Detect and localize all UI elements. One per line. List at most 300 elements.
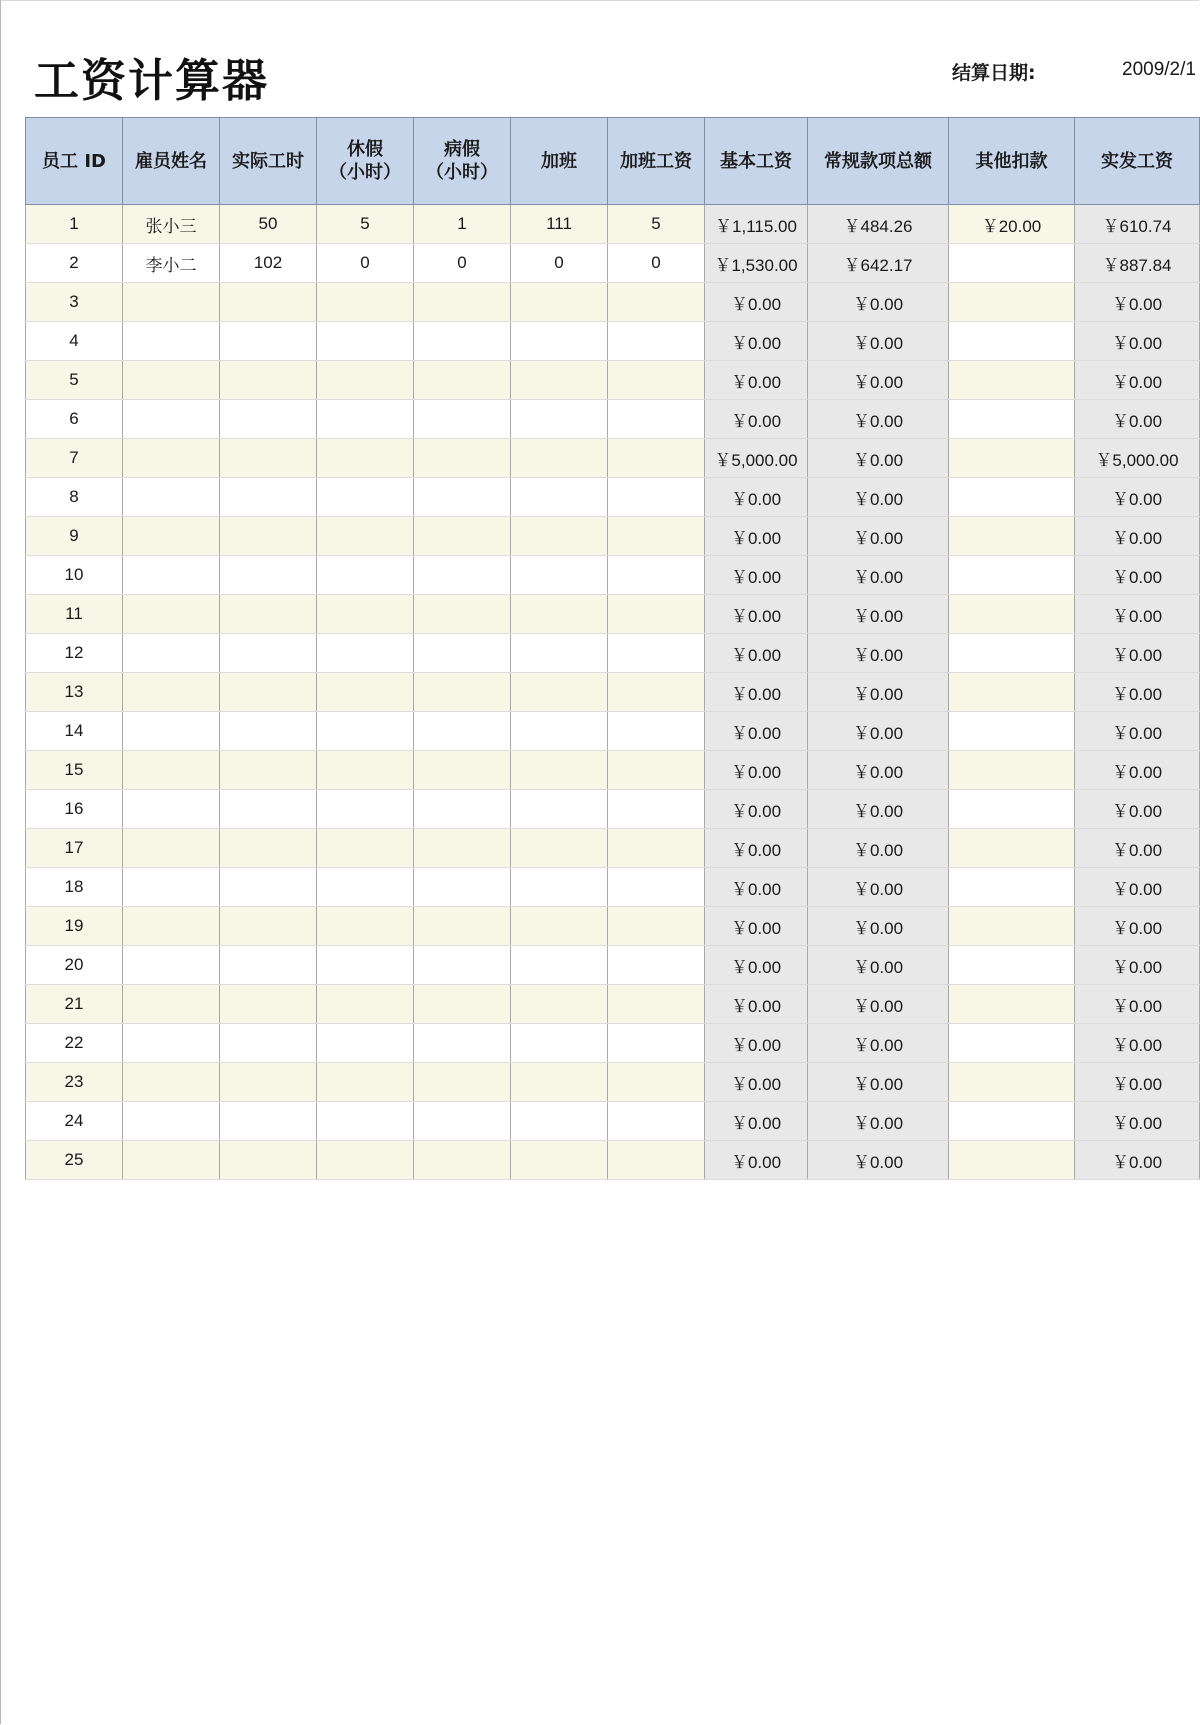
cell-base-pay[interactable]: ￥0.00: [705, 1063, 808, 1102]
cell-sick-hours[interactable]: [414, 439, 511, 478]
cell-vacation-hours[interactable]: [317, 400, 414, 439]
cell-vacation-hours[interactable]: 0: [317, 244, 414, 283]
cell-overtime-pay[interactable]: [608, 946, 705, 985]
cell-sick-hours[interactable]: [414, 1102, 511, 1141]
cell-actual-hours[interactable]: [220, 985, 317, 1024]
cell-base-pay[interactable]: ￥1,530.00: [705, 244, 808, 283]
cell-vacation-hours[interactable]: [317, 868, 414, 907]
cell-other-deductions[interactable]: [949, 634, 1075, 673]
cell-actual-hours[interactable]: [220, 1141, 317, 1180]
col-header-employee-name[interactable]: 雇员姓名: [123, 118, 220, 205]
cell-regular-total[interactable]: ￥0.00: [808, 868, 949, 907]
cell-base-pay[interactable]: ￥0.00: [705, 478, 808, 517]
cell-sick-hours[interactable]: [414, 751, 511, 790]
table-row: [26, 361, 1200, 400]
cell-sick-hours[interactable]: [414, 361, 511, 400]
cell-overtime-pay[interactable]: [608, 673, 705, 712]
cell-net-pay[interactable]: ￥0.00: [1075, 712, 1200, 751]
cell-vacation-hours[interactable]: [317, 361, 414, 400]
cell-regular-total[interactable]: ￥0.00: [808, 1063, 949, 1102]
cell-actual-hours[interactable]: 102: [220, 244, 317, 283]
col-header-regular-total[interactable]: 常规款项总额: [808, 118, 949, 205]
cell-employee-id[interactable]: 18: [26, 868, 123, 907]
cell-sick-hours[interactable]: [414, 868, 511, 907]
cell-overtime-pay[interactable]: 0: [608, 244, 705, 283]
cell-actual-hours[interactable]: [220, 907, 317, 946]
cell-employee-name[interactable]: [123, 478, 220, 517]
cell-other-deductions[interactable]: [949, 595, 1075, 634]
cell-net-pay[interactable]: ￥610.74: [1075, 205, 1200, 244]
cell-employee-name[interactable]: [123, 361, 220, 400]
table-row: [26, 790, 1200, 829]
cell-actual-hours[interactable]: [220, 1102, 317, 1141]
cell-overtime-pay[interactable]: [608, 283, 705, 322]
cell-base-pay[interactable]: ￥0.00: [705, 946, 808, 985]
col-header-net-pay[interactable]: 实发工资: [1075, 118, 1200, 205]
cell-vacation-hours[interactable]: 5: [317, 205, 414, 244]
cell-overtime[interactable]: [511, 322, 608, 361]
cell-employee-name[interactable]: [123, 1141, 220, 1180]
cell-net-pay[interactable]: ￥0.00: [1075, 790, 1200, 829]
cell-regular-total[interactable]: ￥0.00: [808, 751, 949, 790]
cell-base-pay[interactable]: ￥0.00: [705, 595, 808, 634]
cell-employee-id[interactable]: 10: [26, 556, 123, 595]
cell-employee-name[interactable]: [123, 1063, 220, 1102]
cell-sick-hours[interactable]: [414, 1063, 511, 1102]
col-header-overtime[interactable]: 加班: [511, 118, 608, 205]
cell-overtime[interactable]: [511, 673, 608, 712]
cell-employee-name[interactable]: [123, 946, 220, 985]
cell-actual-hours[interactable]: [220, 283, 317, 322]
cell-base-pay[interactable]: ￥5,000.00: [705, 439, 808, 478]
cell-employee-id[interactable]: 2: [26, 244, 123, 283]
cell-employee-name[interactable]: [123, 400, 220, 439]
cell-vacation-hours[interactable]: [317, 634, 414, 673]
cell-overtime[interactable]: [511, 829, 608, 868]
table-row: [26, 829, 1200, 868]
cell-employee-id[interactable]: 5: [26, 361, 123, 400]
cell-overtime-pay[interactable]: [608, 829, 705, 868]
cell-other-deductions[interactable]: [949, 673, 1075, 712]
cell-vacation-hours[interactable]: [317, 712, 414, 751]
cell-net-pay[interactable]: ￥887.84: [1075, 244, 1200, 283]
cell-regular-total[interactable]: ￥0.00: [808, 1141, 949, 1180]
cell-overtime-pay[interactable]: [608, 439, 705, 478]
cell-other-deductions[interactable]: [949, 517, 1075, 556]
cell-base-pay[interactable]: ￥0.00: [705, 283, 808, 322]
cell-other-deductions[interactable]: [949, 322, 1075, 361]
cell-sick-hours[interactable]: [414, 478, 511, 517]
cell-employee-name[interactable]: [123, 1102, 220, 1141]
cell-sick-hours[interactable]: [414, 985, 511, 1024]
cell-actual-hours[interactable]: [220, 400, 317, 439]
cell-other-deductions[interactable]: [949, 712, 1075, 751]
cell-employee-id[interactable]: 4: [26, 322, 123, 361]
cell-other-deductions[interactable]: [949, 556, 1075, 595]
cell-vacation-hours[interactable]: [317, 907, 414, 946]
cell-base-pay[interactable]: ￥0.00: [705, 985, 808, 1024]
cell-overtime-pay[interactable]: [608, 361, 705, 400]
table-row: [26, 712, 1200, 751]
cell-regular-total[interactable]: ￥0.00: [808, 322, 949, 361]
cell-vacation-hours[interactable]: [317, 751, 414, 790]
cell-other-deductions[interactable]: [949, 790, 1075, 829]
cell-overtime[interactable]: [511, 751, 608, 790]
cell-vacation-hours[interactable]: [317, 1141, 414, 1180]
cell-actual-hours[interactable]: [220, 517, 317, 556]
cell-net-pay[interactable]: ￥0.00: [1075, 946, 1200, 985]
cell-vacation-hours[interactable]: [317, 1102, 414, 1141]
cell-employee-id[interactable]: 3: [26, 283, 123, 322]
cell-actual-hours[interactable]: [220, 673, 317, 712]
cell-base-pay[interactable]: ￥0.00: [705, 1024, 808, 1063]
cell-actual-hours[interactable]: [220, 712, 317, 751]
cell-net-pay[interactable]: ￥0.00: [1075, 829, 1200, 868]
cell-net-pay[interactable]: ￥0.00: [1075, 400, 1200, 439]
cell-overtime[interactable]: [511, 1063, 608, 1102]
cell-regular-total[interactable]: ￥0.00: [808, 400, 949, 439]
cell-regular-total[interactable]: ￥0.00: [808, 439, 949, 478]
cell-employee-id[interactable]: 9: [26, 517, 123, 556]
cell-overtime[interactable]: [511, 1102, 608, 1141]
cell-base-pay[interactable]: ￥0.00: [705, 790, 808, 829]
cell-overtime-pay[interactable]: [608, 1063, 705, 1102]
cell-overtime[interactable]: 0: [511, 244, 608, 283]
cell-employee-name[interactable]: [123, 673, 220, 712]
cell-other-deductions[interactable]: [949, 1102, 1075, 1141]
cell-overtime-pay[interactable]: [608, 634, 705, 673]
cell-base-pay[interactable]: ￥0.00: [705, 322, 808, 361]
cell-overtime[interactable]: [511, 946, 608, 985]
cell-net-pay[interactable]: ￥0.00: [1075, 595, 1200, 634]
cell-regular-total[interactable]: ￥0.00: [808, 712, 949, 751]
cell-employee-name[interactable]: [123, 322, 220, 361]
cell-actual-hours[interactable]: [220, 634, 317, 673]
cell-overtime[interactable]: [511, 868, 608, 907]
cell-vacation-hours[interactable]: [317, 1024, 414, 1063]
cell-actual-hours[interactable]: [220, 478, 317, 517]
cell-sick-hours[interactable]: 0: [414, 244, 511, 283]
cell-vacation-hours[interactable]: [317, 790, 414, 829]
cell-regular-total[interactable]: ￥0.00: [808, 1024, 949, 1063]
cell-employee-id[interactable]: 7: [26, 439, 123, 478]
cell-regular-total[interactable]: ￥0.00: [808, 517, 949, 556]
cell-vacation-hours[interactable]: [317, 322, 414, 361]
cell-overtime[interactable]: [511, 478, 608, 517]
cell-employee-name[interactable]: [123, 595, 220, 634]
cell-actual-hours[interactable]: [220, 946, 317, 985]
cell-net-pay[interactable]: ￥0.00: [1075, 907, 1200, 946]
cell-sick-hours[interactable]: [414, 322, 511, 361]
cell-employee-id[interactable]: 16: [26, 790, 123, 829]
cell-employee-name[interactable]: [123, 634, 220, 673]
cell-overtime-pay[interactable]: [608, 790, 705, 829]
cell-sick-hours[interactable]: 1: [414, 205, 511, 244]
cell-overtime-pay[interactable]: [608, 868, 705, 907]
cell-actual-hours[interactable]: [220, 556, 317, 595]
cell-other-deductions[interactable]: [949, 478, 1075, 517]
cell-employee-name[interactable]: 李小二: [123, 244, 220, 283]
cell-actual-hours[interactable]: [220, 790, 317, 829]
cell-other-deductions[interactable]: [949, 400, 1075, 439]
cell-overtime-pay[interactable]: [608, 751, 705, 790]
cell-sick-hours[interactable]: [414, 1024, 511, 1063]
cell-other-deductions[interactable]: [949, 361, 1075, 400]
cell-sick-hours[interactable]: [414, 907, 511, 946]
cell-sick-hours[interactable]: [414, 283, 511, 322]
cell-base-pay[interactable]: ￥0.00: [705, 907, 808, 946]
cell-vacation-hours[interactable]: [317, 673, 414, 712]
cell-regular-total[interactable]: ￥0.00: [808, 829, 949, 868]
cell-other-deductions[interactable]: ￥20.00: [949, 205, 1075, 244]
cell-employee-id[interactable]: 1: [26, 205, 123, 244]
cell-net-pay[interactable]: ￥0.00: [1075, 673, 1200, 712]
cell-employee-name[interactable]: 张小三: [123, 205, 220, 244]
cell-actual-hours[interactable]: [220, 361, 317, 400]
cell-employee-name[interactable]: [123, 517, 220, 556]
cell-sick-hours[interactable]: [414, 1141, 511, 1180]
cell-base-pay[interactable]: ￥0.00: [705, 751, 808, 790]
table-row: [26, 751, 1200, 790]
settlement-date-label: 结算日期:: [952, 62, 1036, 84]
cell-other-deductions[interactable]: [949, 244, 1075, 283]
col-header-overtime-pay[interactable]: 加班工资: [608, 118, 705, 205]
cell-overtime-pay[interactable]: 5: [608, 205, 705, 244]
cell-regular-total[interactable]: ￥0.00: [808, 478, 949, 517]
cell-sick-hours[interactable]: [414, 712, 511, 751]
cell-actual-hours[interactable]: [220, 868, 317, 907]
cell-other-deductions[interactable]: [949, 868, 1075, 907]
cell-employee-name[interactable]: [123, 985, 220, 1024]
cell-net-pay[interactable]: ￥0.00: [1075, 1063, 1200, 1102]
table-row: [26, 283, 1200, 322]
cell-overtime[interactable]: [511, 985, 608, 1024]
cell-sick-hours[interactable]: [414, 946, 511, 985]
col-header-vacation-hours[interactable]: 休假 （小时）: [317, 118, 414, 205]
cell-employee-id[interactable]: 6: [26, 400, 123, 439]
col-header-employee-id[interactable]: 员工 ID: [26, 118, 123, 205]
cell-sick-hours[interactable]: [414, 517, 511, 556]
cell-employee-name[interactable]: [123, 751, 220, 790]
cell-other-deductions[interactable]: [949, 283, 1075, 322]
cell-employee-name[interactable]: [123, 712, 220, 751]
cell-vacation-hours[interactable]: [317, 478, 414, 517]
cell-overtime-pay[interactable]: [608, 907, 705, 946]
cell-overtime-pay[interactable]: [608, 1024, 705, 1063]
cell-employee-id[interactable]: 15: [26, 751, 123, 790]
cell-employee-id[interactable]: 24: [26, 1102, 123, 1141]
cell-overtime[interactable]: [511, 517, 608, 556]
cell-regular-total[interactable]: ￥0.00: [808, 790, 949, 829]
cell-base-pay[interactable]: ￥0.00: [705, 829, 808, 868]
cell-regular-total[interactable]: ￥484.26: [808, 205, 949, 244]
cell-other-deductions[interactable]: [949, 907, 1075, 946]
cell-vacation-hours[interactable]: [317, 517, 414, 556]
cell-regular-total[interactable]: ￥0.00: [808, 556, 949, 595]
cell-employee-id[interactable]: 13: [26, 673, 123, 712]
cell-net-pay[interactable]: ￥0.00: [1075, 283, 1200, 322]
cell-other-deductions[interactable]: [949, 1141, 1075, 1180]
cell-regular-total[interactable]: ￥0.00: [808, 673, 949, 712]
cell-overtime-pay[interactable]: [608, 322, 705, 361]
cell-sick-hours[interactable]: [414, 595, 511, 634]
cell-regular-total[interactable]: ￥0.00: [808, 634, 949, 673]
cell-actual-hours[interactable]: 50: [220, 205, 317, 244]
cell-sick-hours[interactable]: [414, 400, 511, 439]
cell-employee-id[interactable]: 8: [26, 478, 123, 517]
cell-base-pay[interactable]: ￥0.00: [705, 556, 808, 595]
cell-employee-name[interactable]: [123, 556, 220, 595]
cell-base-pay[interactable]: ￥0.00: [705, 1141, 808, 1180]
cell-employee-id[interactable]: 19: [26, 907, 123, 946]
cell-overtime[interactable]: [511, 400, 608, 439]
cell-actual-hours[interactable]: [220, 322, 317, 361]
cell-net-pay[interactable]: ￥0.00: [1075, 322, 1200, 361]
table-row: [26, 205, 1200, 244]
cell-base-pay[interactable]: ￥0.00: [705, 517, 808, 556]
cell-actual-hours[interactable]: [220, 439, 317, 478]
cell-other-deductions[interactable]: [949, 1024, 1075, 1063]
cell-vacation-hours[interactable]: [317, 985, 414, 1024]
cell-other-deductions[interactable]: [949, 751, 1075, 790]
cell-net-pay[interactable]: ￥0.00: [1075, 634, 1200, 673]
cell-overtime-pay[interactable]: [608, 556, 705, 595]
cell-employee-id[interactable]: 25: [26, 1141, 123, 1180]
cell-overtime[interactable]: [511, 790, 608, 829]
cell-employee-name[interactable]: [123, 1024, 220, 1063]
cell-overtime[interactable]: [511, 907, 608, 946]
cell-sick-hours[interactable]: [414, 829, 511, 868]
cell-employee-id[interactable]: 20: [26, 946, 123, 985]
col-header-other-deductions[interactable]: 其他扣款: [949, 118, 1075, 205]
cell-employee-id[interactable]: 12: [26, 634, 123, 673]
cell-vacation-hours[interactable]: [317, 556, 414, 595]
cell-base-pay[interactable]: ￥0.00: [705, 400, 808, 439]
cell-actual-hours[interactable]: [220, 595, 317, 634]
cell-other-deductions[interactable]: [949, 946, 1075, 985]
cell-employee-id[interactable]: 17: [26, 829, 123, 868]
cell-net-pay[interactable]: ￥0.00: [1075, 361, 1200, 400]
cell-base-pay[interactable]: ￥0.00: [705, 1102, 808, 1141]
cell-vacation-hours[interactable]: [317, 595, 414, 634]
cell-overtime[interactable]: [511, 712, 608, 751]
table-row: [26, 556, 1200, 595]
cell-net-pay[interactable]: ￥0.00: [1075, 751, 1200, 790]
cell-regular-total[interactable]: ￥642.17: [808, 244, 949, 283]
cell-overtime-pay[interactable]: [608, 1141, 705, 1180]
cell-net-pay[interactable]: ￥5,000.00: [1075, 439, 1200, 478]
cell-overtime-pay[interactable]: [608, 712, 705, 751]
cell-overtime-pay[interactable]: [608, 517, 705, 556]
cell-overtime[interactable]: [511, 595, 608, 634]
col-header-sick-hours[interactable]: 病假 （小时）: [414, 118, 511, 205]
cell-actual-hours[interactable]: [220, 1063, 317, 1102]
cell-employee-name[interactable]: [123, 283, 220, 322]
cell-employee-id[interactable]: 21: [26, 985, 123, 1024]
cell-overtime-pay[interactable]: [608, 1102, 705, 1141]
cell-overtime[interactable]: [511, 556, 608, 595]
cell-regular-total[interactable]: ￥0.00: [808, 595, 949, 634]
cell-overtime[interactable]: [511, 634, 608, 673]
cell-base-pay[interactable]: ￥0.00: [705, 634, 808, 673]
cell-overtime[interactable]: [511, 1024, 608, 1063]
cell-overtime[interactable]: [511, 283, 608, 322]
cell-regular-total[interactable]: ￥0.00: [808, 946, 949, 985]
cell-vacation-hours[interactable]: [317, 439, 414, 478]
cell-overtime[interactable]: 111: [511, 205, 608, 244]
cell-net-pay[interactable]: ￥0.00: [1075, 868, 1200, 907]
cell-employee-name[interactable]: [123, 790, 220, 829]
settlement-date-value[interactable]: 2009/2/1: [1122, 59, 1196, 80]
cell-net-pay[interactable]: ￥0.00: [1075, 478, 1200, 517]
cell-regular-total[interactable]: ￥0.00: [808, 985, 949, 1024]
cell-overtime-pay[interactable]: [608, 985, 705, 1024]
cell-overtime[interactable]: [511, 439, 608, 478]
col-header-base-pay[interactable]: 基本工资: [705, 118, 808, 205]
table-row: [26, 1024, 1200, 1063]
cell-actual-hours[interactable]: [220, 829, 317, 868]
cell-sick-hours[interactable]: [414, 634, 511, 673]
cell-net-pay[interactable]: ￥0.00: [1075, 556, 1200, 595]
cell-other-deductions[interactable]: [949, 829, 1075, 868]
cell-sick-hours[interactable]: [414, 790, 511, 829]
cell-net-pay[interactable]: ￥0.00: [1075, 985, 1200, 1024]
cell-base-pay[interactable]: ￥0.00: [705, 868, 808, 907]
cell-net-pay[interactable]: ￥0.00: [1075, 1024, 1200, 1063]
cell-employee-name[interactable]: [123, 439, 220, 478]
cell-other-deductions[interactable]: [949, 985, 1075, 1024]
cell-base-pay[interactable]: ￥1,115.00: [705, 205, 808, 244]
cell-vacation-hours[interactable]: [317, 1063, 414, 1102]
table-row: [26, 634, 1200, 673]
cell-overtime[interactable]: [511, 1141, 608, 1180]
cell-regular-total[interactable]: ￥0.00: [808, 1102, 949, 1141]
cell-overtime[interactable]: [511, 361, 608, 400]
cell-regular-total[interactable]: ￥0.00: [808, 361, 949, 400]
cell-sick-hours[interactable]: [414, 673, 511, 712]
cell-employee-id[interactable]: 22: [26, 1024, 123, 1063]
col-header-actual-hours[interactable]: 实际工时: [220, 118, 317, 205]
cell-net-pay[interactable]: ￥0.00: [1075, 517, 1200, 556]
cell-regular-total[interactable]: ￥0.00: [808, 907, 949, 946]
cell-sick-hours[interactable]: [414, 556, 511, 595]
cell-employee-name[interactable]: [123, 829, 220, 868]
table-row: [26, 907, 1200, 946]
cell-vacation-hours[interactable]: [317, 283, 414, 322]
cell-regular-total[interactable]: ￥0.00: [808, 283, 949, 322]
cell-employee-id[interactable]: 23: [26, 1063, 123, 1102]
cell-employee-name[interactable]: [123, 868, 220, 907]
cell-other-deductions[interactable]: [949, 439, 1075, 478]
cell-vacation-hours[interactable]: [317, 829, 414, 868]
cell-other-deductions[interactable]: [949, 1063, 1075, 1102]
cell-vacation-hours[interactable]: [317, 946, 414, 985]
cell-overtime-pay[interactable]: [608, 478, 705, 517]
cell-employee-name[interactable]: [123, 907, 220, 946]
cell-base-pay[interactable]: ￥0.00: [705, 712, 808, 751]
cell-net-pay[interactable]: ￥0.00: [1075, 1141, 1200, 1180]
cell-actual-hours[interactable]: [220, 1024, 317, 1063]
cell-overtime-pay[interactable]: [608, 595, 705, 634]
table-row: [26, 1063, 1200, 1102]
cell-base-pay[interactable]: ￥0.00: [705, 361, 808, 400]
cell-base-pay[interactable]: ￥0.00: [705, 673, 808, 712]
cell-actual-hours[interactable]: [220, 751, 317, 790]
cell-net-pay[interactable]: ￥0.00: [1075, 1102, 1200, 1141]
cell-overtime-pay[interactable]: [608, 400, 705, 439]
cell-employee-id[interactable]: 11: [26, 595, 123, 634]
cell-employee-id[interactable]: 14: [26, 712, 123, 751]
